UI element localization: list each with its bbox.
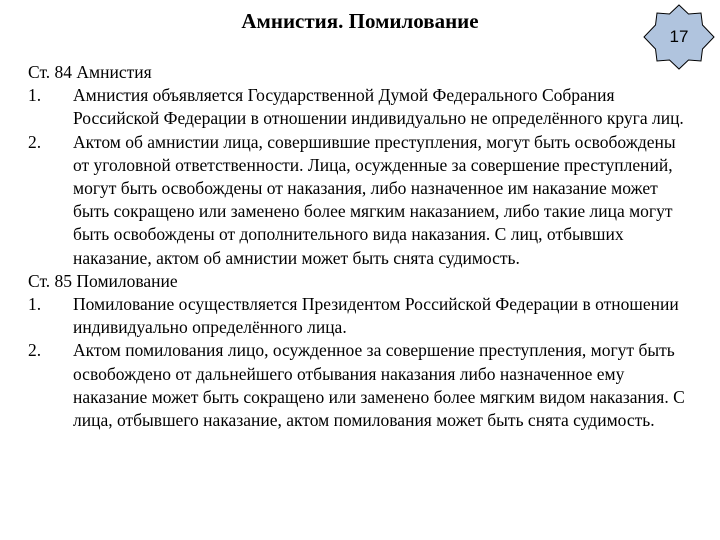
- article-85-heading: Ст. 85 Помилование: [28, 270, 178, 291]
- slide-title: Амнистия. Помилование: [241, 9, 479, 33]
- article-85-item-2: [28, 339, 690, 432]
- item-text: Амнистия объявляется Государственной Думой Федерального Собрания Российской Федерации в отношении индивидуально не определённого круга лиц.: [73, 85, 684, 129]
- item-number: 1.: [28, 294, 42, 315]
- item-text: Актом помилования лицо, осужденное за совершение преступления, могут быть освобождено от дальнейшего отбывания наказания либо назначенное ему наказание может быть сокращено или заменено более мягким видом наказания. С лица, отбывшего наказание, актом помилования может быть снята судимость.: [73, 340, 685, 431]
- item-number: 2.: [28, 131, 42, 152]
- item-number: 1.: [28, 85, 42, 106]
- article-84-item-2: [28, 131, 690, 270]
- item-text: Актом об амнистии лица, совершившие преступления, могут быть освобождены от уголовной ответственности. Лица, осужденные за совершение преступлений, могут быть освобождены от наказания, либо назначенное им наказание может быть сокращено или заменено более мягким наказанием, либо такие лица могут быть освобождены от дополнительного вида наказания. С лиц, отбывших наказание, актом об амнистии может быть снята судимость.: [73, 131, 676, 268]
- slide-body: [28, 61, 690, 432]
- article-84-heading: Ст. 84 Амнистия: [28, 62, 152, 82]
- item-text: Помилование осуществляется Президентом Российской Федерации в отношении индивидуально определённого лица.: [73, 294, 679, 338]
- slide-number: 17: [669, 27, 689, 46]
- item-number: 2.: [28, 340, 42, 361]
- article-85-item-1: [28, 293, 690, 339]
- article-84-item-1: [28, 84, 690, 130]
